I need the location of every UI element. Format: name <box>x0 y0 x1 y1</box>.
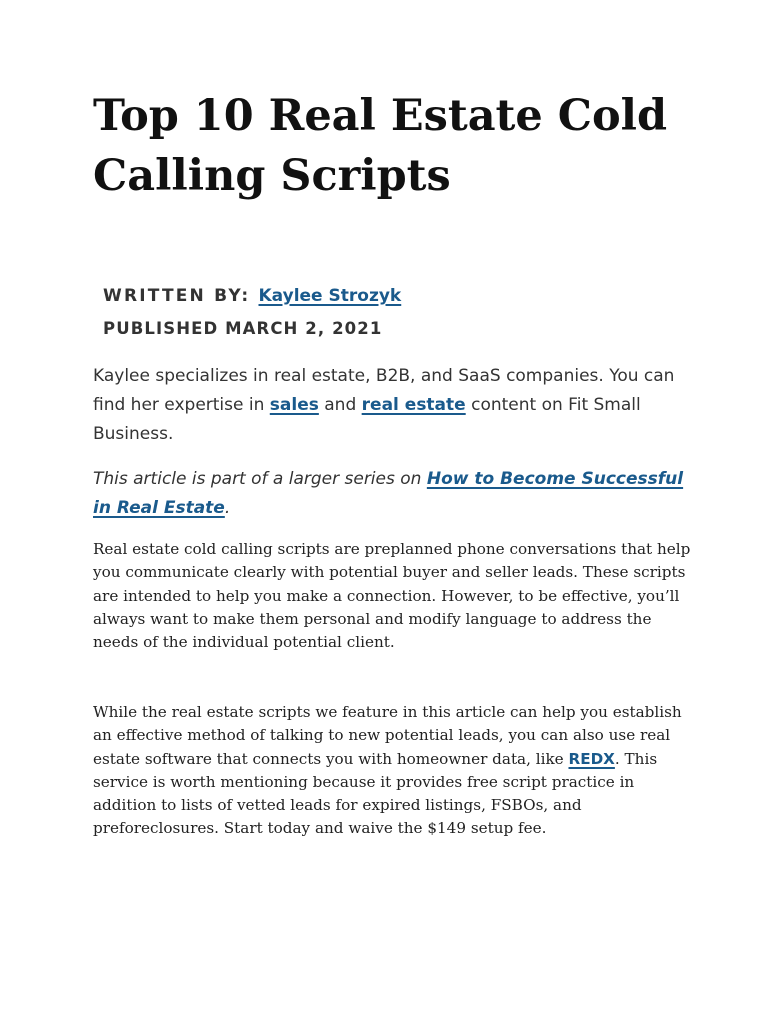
bio-text-after: content on Fit Small Business. <box>93 395 641 444</box>
author-link[interactable]: Kaylee Strozyk <box>258 286 402 306</box>
redx-text-after: . This service is worth mentioning because it provides free script practice in addition to lists of vetted leads for expired listings, FSBOs, and preforeclosures. Start today and waive the $149 setup fee. <box>93 749 658 838</box>
byline-label: WRITTEN BY: <box>103 286 259 306</box>
redx-text-before: While the real estate scripts we feature in this article can help you establish an effective method of talking to new potential leads, you can also use real estate software that connects you with homeowner data, like <box>93 703 682 768</box>
series-link[interactable]: How to Become Successful in Real Estate <box>93 469 684 518</box>
intro-paragraph: Real estate cold calling scripts are preplanned phone conversations that help you communicate clearly with potential buyer and seller leads. These scripts are intended to help you make a connection. However, to be effective, you’ll always want to make them personal and modify language to address the needs of the individual potential client. <box>93 540 691 652</box>
bio-text-and: and <box>318 395 362 415</box>
article-title: Top 10 Real Estate Cold Calling Scripts <box>93 91 668 201</box>
published-date: PUBLISHED MARCH 2, 2021 <box>103 319 383 338</box>
author-bio <box>93 362 693 449</box>
real-estate-link[interactable]: real estate <box>361 395 466 415</box>
series-text-before: This article is part of a larger series on <box>93 469 427 489</box>
sales-link[interactable]: sales <box>269 395 319 415</box>
series-text-after: . <box>224 498 231 518</box>
redx-link[interactable]: REDX <box>568 749 615 768</box>
redx-paragraph <box>93 701 693 841</box>
bio-text-before: Kaylee specializes in real estate, B2B, and SaaS companies. You can find her expertise in <box>93 366 675 415</box>
series-note <box>93 465 693 523</box>
byline <box>103 284 401 308</box>
